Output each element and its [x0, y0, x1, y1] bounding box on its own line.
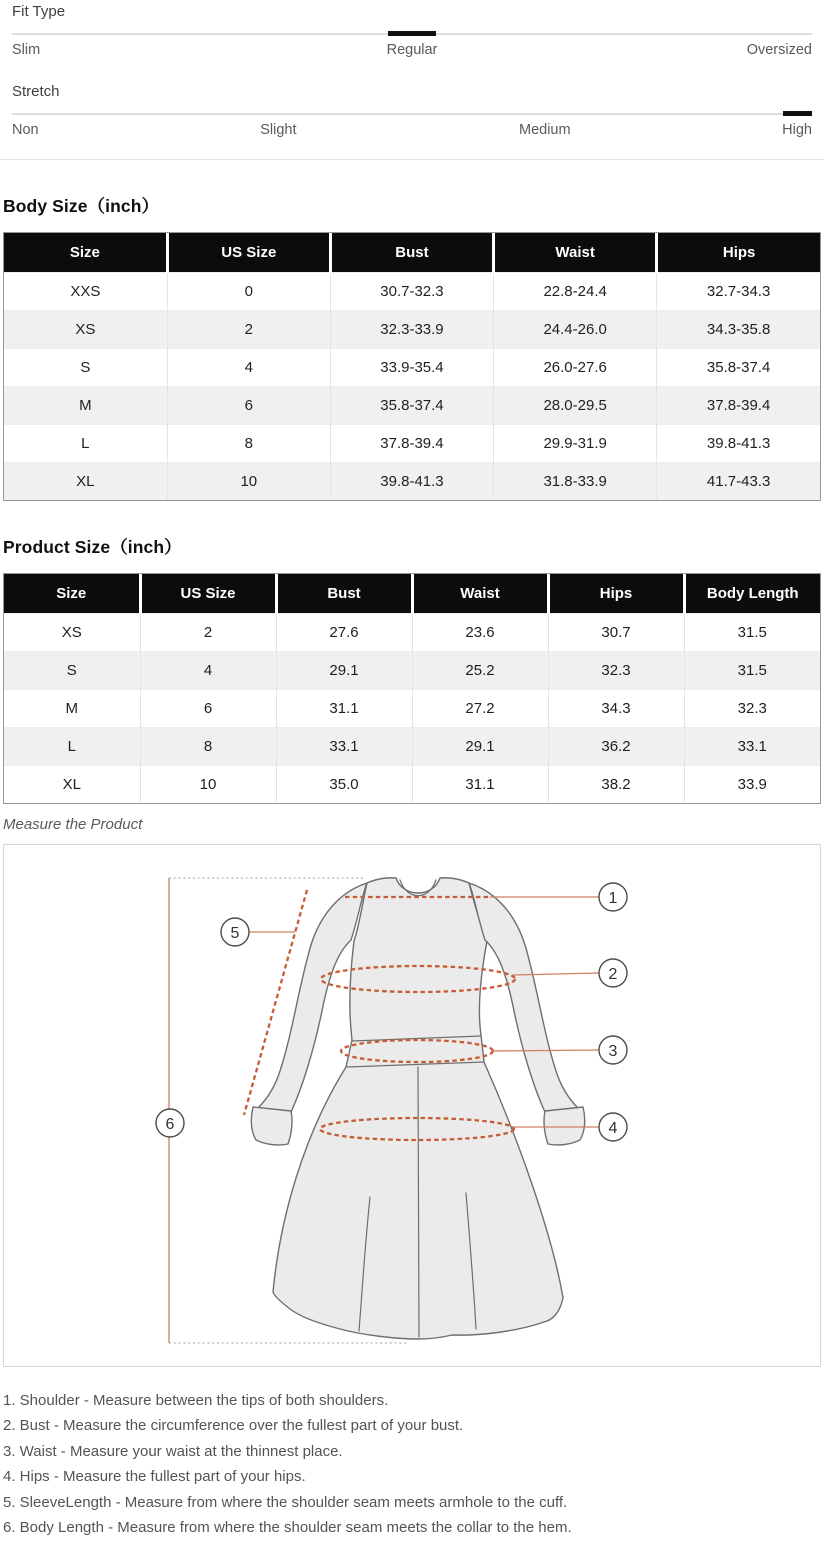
table-cell: 37.8-39.4	[330, 424, 493, 462]
table-cell: 29.9-31.9	[494, 424, 657, 462]
table-cell: XL	[4, 765, 140, 803]
column-header: US Size	[140, 574, 276, 613]
table-cell: 30.7	[548, 613, 684, 651]
body-size-title: Body Size（inch）	[3, 196, 160, 216]
table-cell: 6	[140, 689, 276, 727]
table-cell: 32.7-34.3	[657, 272, 820, 310]
table-row	[4, 613, 820, 651]
stretch-stops	[12, 122, 812, 141]
table-cell: 26.0-27.6	[494, 348, 657, 386]
table-cell: 31.5	[684, 613, 820, 651]
fit-type-stops	[12, 42, 812, 61]
product-size-table	[3, 573, 821, 804]
column-header: Hips	[548, 574, 684, 613]
table-cell: 33.1	[684, 727, 820, 765]
table-row	[4, 727, 820, 765]
column-header: Body Length	[684, 574, 820, 613]
table-cell: 33.9-35.4	[330, 348, 493, 386]
table-cell: L	[4, 727, 140, 765]
marker-number-1: 1	[608, 890, 618, 907]
marker-waist	[599, 1036, 627, 1064]
table-cell: 32.3-33.9	[330, 310, 493, 348]
table-cell: 33.9	[684, 765, 820, 803]
table-cell: 39.8-41.3	[330, 462, 493, 500]
table-cell: XL	[4, 462, 167, 500]
marker-number-4: 4	[608, 1120, 618, 1137]
measure-note-item: 3. Waist - Measure your waist at the thinnest place.	[3, 1442, 343, 1460]
table-cell: 28.0-29.5	[494, 386, 657, 424]
table-cell: XXS	[4, 272, 167, 310]
table-cell: 36.2	[548, 727, 684, 765]
table-cell: 37.8-39.4	[657, 386, 820, 424]
column-header: Size	[4, 233, 167, 272]
marker-sleeve-length	[221, 918, 249, 946]
dress-left-cuff	[251, 1107, 292, 1145]
table-cell: 25.2	[412, 651, 548, 689]
measurement-notes-list	[3, 1388, 824, 1548]
marker-number-6: 6	[165, 1116, 175, 1133]
column-header: US Size	[167, 233, 330, 272]
stretch-label: Stretch	[12, 83, 60, 100]
body-size-table	[3, 232, 821, 501]
table-cell: 22.8-24.4	[494, 272, 657, 310]
table-row	[4, 310, 820, 348]
column-header: Waist	[494, 233, 657, 272]
fit-type-stop-slim: Slim	[12, 42, 41, 58]
fit-type-stop-oversized: Oversized	[746, 42, 812, 58]
stretch-stop-high: High	[782, 122, 812, 138]
table-cell: XS	[4, 310, 167, 348]
table-row	[4, 348, 820, 386]
table-cell: 31.5	[684, 651, 820, 689]
table-cell: 27.6	[276, 613, 412, 651]
measure-note-item: 4. Hips - Measure the fullest part of your hips.	[3, 1468, 306, 1486]
dress-right-cuff	[544, 1107, 585, 1145]
fit-info-section	[0, 0, 824, 160]
measure-note-item: 1. Shoulder - Measure between the tips of both shoulders.	[3, 1392, 389, 1409]
table-cell: 8	[167, 424, 330, 462]
table-cell: 31.1	[276, 689, 412, 727]
fit-type-slider	[12, 3, 812, 61]
marker-bust	[599, 959, 627, 987]
table-cell: 0	[167, 272, 330, 310]
table-cell: 33.1	[276, 727, 412, 765]
measurement-diagram-box	[3, 844, 821, 1367]
body-size-header-row	[4, 233, 820, 272]
measurement-diagram	[4, 845, 820, 1366]
marker-shoulder	[599, 883, 627, 911]
table-cell: L	[4, 424, 167, 462]
table-cell: 34.3	[548, 689, 684, 727]
column-header: Waist	[412, 574, 548, 613]
table-cell: S	[4, 348, 167, 386]
table-cell: 32.3	[548, 651, 684, 689]
table-row	[4, 462, 820, 500]
stretch-slider	[12, 83, 812, 141]
table-row	[4, 424, 820, 462]
stretch-slider-indicator	[783, 111, 812, 116]
table-row	[4, 765, 820, 803]
table-cell: 29.1	[276, 651, 412, 689]
product-size-title: Product Size（inch）	[3, 537, 182, 557]
table-row	[4, 272, 820, 310]
table-cell: 31.8-33.9	[494, 462, 657, 500]
table-cell: 4	[140, 651, 276, 689]
marker-number-2: 2	[608, 966, 618, 983]
table-cell: 38.2	[548, 765, 684, 803]
fit-type-stop-regular: Regular	[386, 42, 438, 58]
stretch-stop-slight: Slight	[260, 122, 297, 138]
stretch-stop-non: Non	[12, 122, 39, 138]
table-cell: 31.1	[412, 765, 548, 803]
table-cell: 8	[140, 727, 276, 765]
marker-body-length	[156, 1109, 184, 1137]
measure-the-product-note: Measure the Product	[3, 816, 143, 833]
table-cell: 35.8-37.4	[330, 386, 493, 424]
table-cell: 30.7-32.3	[330, 272, 493, 310]
marker-number-5: 5	[230, 925, 240, 942]
table-row	[4, 651, 820, 689]
marker-hips	[599, 1113, 627, 1141]
table-cell: 29.1	[412, 727, 548, 765]
measure-note-item: 2. Bust - Measure the circumference over the fullest part of your bust.	[3, 1417, 464, 1435]
table-cell: 2	[140, 613, 276, 651]
table-cell: 39.8-41.3	[657, 424, 820, 462]
fit-type-slider-indicator	[388, 31, 436, 36]
dress-illustration	[251, 878, 584, 1339]
stretch-stop-medium: Medium	[519, 122, 571, 138]
table-cell: 6	[167, 386, 330, 424]
table-cell: 24.4-26.0	[494, 310, 657, 348]
column-header: Size	[4, 574, 140, 613]
table-cell: 4	[167, 348, 330, 386]
table-cell: 34.3-35.8	[657, 310, 820, 348]
table-cell: 41.7-43.3	[657, 462, 820, 500]
measure-note-item: 5. SleeveLength - Measure from where the shoulder seam meets armhole to the cuff.	[3, 1493, 568, 1511]
table-cell: 2	[167, 310, 330, 348]
table-cell: M	[4, 689, 140, 727]
table-cell: M	[4, 386, 167, 424]
stretch-slider-track	[12, 113, 812, 115]
waist-leader-line	[491, 1050, 599, 1051]
table-cell: 35.0	[276, 765, 412, 803]
marker-number-3: 3	[608, 1043, 618, 1060]
fit-type-label: Fit Type	[12, 3, 66, 20]
table-cell: XS	[4, 613, 140, 651]
table-cell: 10	[167, 462, 330, 500]
table-cell: 35.8-37.4	[657, 348, 820, 386]
table-row	[4, 689, 820, 727]
product-size-header-row	[4, 574, 820, 613]
column-header: Bust	[276, 574, 412, 613]
measure-note-item: 6. Body Length - Measure from where the shoulder seam meets the collar to the hem.	[3, 1519, 572, 1537]
column-header: Hips	[657, 233, 820, 272]
fit-type-slider-track	[12, 33, 812, 35]
column-header: Bust	[330, 233, 493, 272]
table-cell: 32.3	[684, 689, 820, 727]
table-row	[4, 386, 820, 424]
table-cell: 10	[140, 765, 276, 803]
table-cell: S	[4, 651, 140, 689]
table-cell: 27.2	[412, 689, 548, 727]
table-cell: 23.6	[412, 613, 548, 651]
